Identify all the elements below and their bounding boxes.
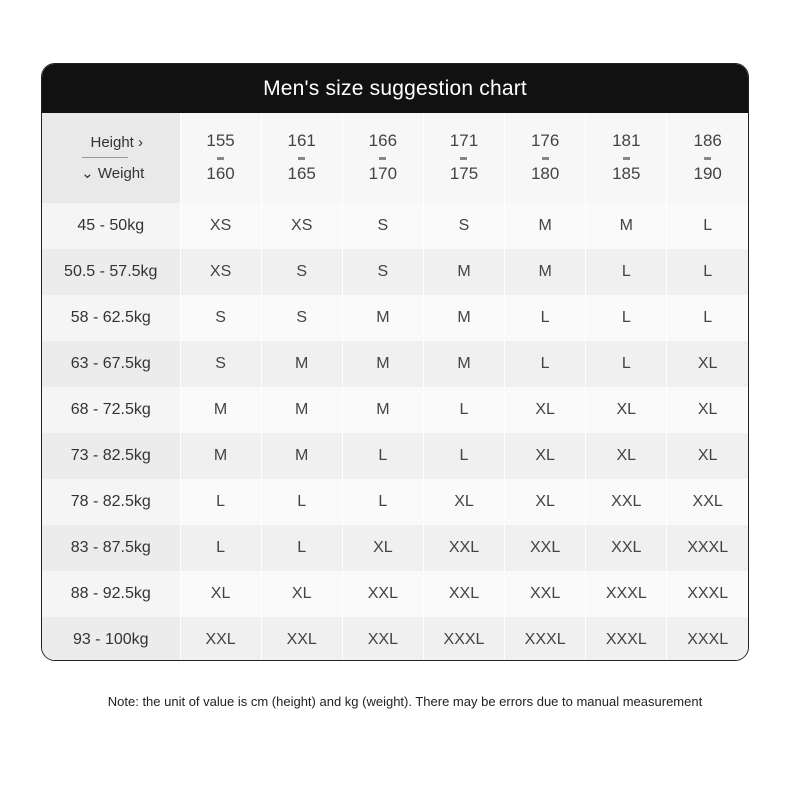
size-cell: XXL (342, 571, 423, 617)
size-cell: XXXL (667, 571, 748, 617)
size-cell: L (586, 341, 667, 387)
measurement-note: Note: the unit of value is cm (height) and kg (weight). There may be errors due to manual measurement (107, 694, 703, 709)
height-range-header (261, 113, 342, 203)
size-cell: L (505, 341, 586, 387)
size-cell: XL (667, 433, 748, 479)
size-table (42, 113, 748, 661)
size-cell: L (586, 295, 667, 341)
table-row (42, 203, 748, 249)
height-min: 171 (449, 131, 479, 151)
size-cell: M (505, 203, 586, 249)
size-cell: XXXL (586, 571, 667, 617)
range-dash (704, 157, 711, 160)
size-cell: XS (180, 203, 261, 249)
table-row (42, 525, 748, 571)
size-cell: M (505, 249, 586, 295)
range-dash (460, 157, 467, 160)
size-cell: XXL (586, 479, 667, 525)
size-cell: S (180, 295, 261, 341)
table-row (42, 433, 748, 479)
weight-axis-label: ⌄ Weight (81, 165, 145, 182)
height-max: 160 (206, 164, 235, 183)
size-cell: M (342, 295, 423, 341)
size-cell: M (342, 387, 423, 433)
size-cell: XXL (586, 525, 667, 571)
size-cell: M (423, 249, 504, 295)
size-cell: M (180, 433, 261, 479)
size-cell: L (342, 479, 423, 525)
size-cell: M (423, 295, 504, 341)
size-cell: XXXL (667, 617, 748, 661)
weight-range-label: 68 - 72.5kg (42, 387, 180, 433)
size-cell: XXXL (423, 617, 504, 661)
weight-range-label: 63 - 67.5kg (42, 341, 180, 387)
size-cell: XL (505, 433, 586, 479)
size-cell: L (667, 249, 748, 295)
height-max: 165 (287, 164, 316, 183)
size-cell: XL (667, 341, 748, 387)
size-cell: L (423, 387, 504, 433)
range-dash (623, 157, 630, 160)
height-max: 170 (368, 164, 398, 183)
height-min: 181 (612, 131, 641, 151)
range-dash (217, 157, 224, 160)
height-min: 186 (693, 131, 722, 151)
size-cell: M (423, 341, 504, 387)
size-cell: XL (667, 387, 748, 433)
height-max: 180 (530, 164, 560, 183)
weight-range-label: 88 - 92.5kg (42, 571, 180, 617)
size-cell: XL (180, 571, 261, 617)
height-axis-label: Height › (90, 134, 144, 151)
height-max: 190 (693, 164, 722, 183)
table-row (42, 479, 748, 525)
table-row (42, 341, 748, 387)
size-cell: M (261, 341, 342, 387)
size-cell: L (667, 203, 748, 249)
weight-range-label: 73 - 82.5kg (42, 433, 180, 479)
height-range-header (180, 113, 261, 203)
size-cell: XXXL (667, 525, 748, 571)
size-cell: S (342, 203, 423, 249)
size-cell: L (180, 525, 261, 571)
size-cell: L (261, 479, 342, 525)
size-cell: XXL (505, 571, 586, 617)
size-cell: M (342, 341, 423, 387)
weight-range-label: 50.5 - 57.5kg (42, 249, 180, 295)
size-cell: L (505, 295, 586, 341)
height-min: 166 (368, 131, 398, 151)
size-cell: L (423, 433, 504, 479)
size-cell: XL (342, 525, 423, 571)
size-cell: XXXL (505, 617, 586, 661)
size-cell: XXL (505, 525, 586, 571)
size-cell: XXL (261, 617, 342, 661)
size-cell: XXL (423, 571, 504, 617)
height-min: 176 (530, 131, 560, 151)
weight-range-label: 93 - 100kg (42, 617, 180, 661)
height-range-header (586, 113, 667, 203)
height-range-header (423, 113, 504, 203)
size-cell: XXL (423, 525, 504, 571)
size-cell: M (180, 387, 261, 433)
size-cell: L (586, 249, 667, 295)
size-cell: M (586, 203, 667, 249)
size-cell: S (423, 203, 504, 249)
chart-title: Men's size suggestion chart (42, 64, 748, 113)
weight-range-label: 83 - 87.5kg (42, 525, 180, 571)
table-row (42, 571, 748, 617)
size-cell: XL (586, 387, 667, 433)
size-cell: L (342, 433, 423, 479)
height-min: 155 (206, 131, 235, 151)
height-range-header (505, 113, 586, 203)
size-cell: S (261, 249, 342, 295)
height-max: 175 (449, 164, 479, 183)
size-cell: S (180, 341, 261, 387)
size-cell: XXL (180, 617, 261, 661)
size-cell: L (261, 525, 342, 571)
size-cell: XL (505, 479, 586, 525)
height-header-row (42, 113, 748, 203)
size-cell: L (180, 479, 261, 525)
table-row (42, 387, 748, 433)
size-cell: XS (180, 249, 261, 295)
size-cell: M (261, 387, 342, 433)
range-dash (542, 157, 549, 160)
size-cell: XXXL (586, 617, 667, 661)
table-row (42, 617, 748, 661)
size-cell: XS (261, 203, 342, 249)
corner-divider (82, 157, 128, 158)
corner-cell (42, 113, 180, 203)
weight-range-label: 45 - 50kg (42, 203, 180, 249)
size-cell: XL (505, 387, 586, 433)
weight-range-label: 78 - 82.5kg (42, 479, 180, 525)
size-cell: M (261, 433, 342, 479)
range-dash (379, 157, 386, 160)
size-cell: XXL (667, 479, 748, 525)
height-range-header (667, 113, 748, 203)
range-dash (298, 157, 305, 160)
size-cell: XL (261, 571, 342, 617)
height-range-header (342, 113, 423, 203)
size-cell: XXL (342, 617, 423, 661)
size-chart-card (41, 63, 749, 661)
size-cell: L (667, 295, 748, 341)
size-cell: S (261, 295, 342, 341)
size-cell: XL (423, 479, 504, 525)
table-row (42, 295, 748, 341)
weight-range-label: 58 - 62.5kg (42, 295, 180, 341)
size-cell: S (342, 249, 423, 295)
height-min: 161 (287, 131, 316, 151)
table-row (42, 249, 748, 295)
size-cell: XL (586, 433, 667, 479)
height-max: 185 (612, 164, 641, 183)
